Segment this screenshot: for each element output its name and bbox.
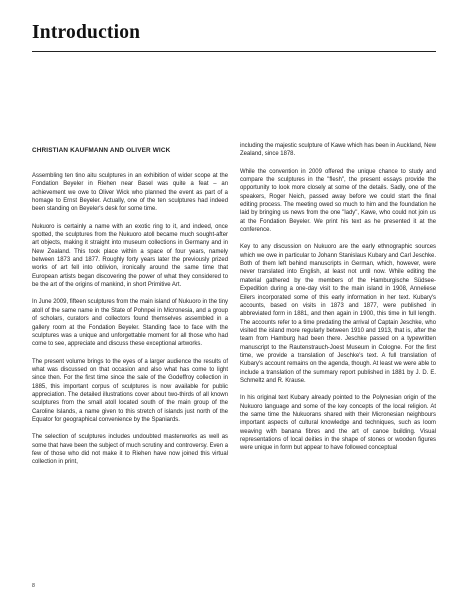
- left-column: [32, 172, 228, 476]
- authors-byline: CHRISTIAN KAUFMANN AND OLIVER WICK: [32, 147, 171, 154]
- page-number: 8: [32, 583, 35, 589]
- paragraph: The present volume brings to the eyes of a larger audience the results of what was discussed on that occasion and also what has come to light since then. For the first time since the sale of the Godeffroy collection in 1885, this important corpus of sculptures is now available for public appreciation. The detailed illustrations cover about two-thirds of all known sculptures from the small atoll located south of the main group of the Caroline Islands, a name given to this stretch of islands just north of the Equator for geographical convenience by the Spaniards.: [32, 358, 228, 423]
- paragraph: In his original text Kubary already pointed to the Polynesian origin of the Nukuoro language and some of the key concepts of the local religion. At the same time the Nukuorans shared with their Micronesian neighbours important aspects of cultural knowledge and techniques, such as loom weaving with banana fibres and the art of canoe building. Visual representations of local deities in the shape of stones or wooden figures were unique in form but appear to have followed conceptual: [240, 395, 436, 452]
- paragraph: The selection of sculptures includes undoubted masterworks as well as some that have been the subject of much scrutiny and controversy. Even a few of those who did not make it to Riehen have now joined this virtual collection in print,: [32, 434, 228, 466]
- paragraph: Nukuoro is certainly a name with an exotic ring to it, and indeed, once spotted, the sculptures from the Nukuoro atoll became much sought-after art objects, making it straight into museum collections in Germany and in New Zealand. This took place within a space of four years, namely between 1873 and 1877. Roughly forty years later the previously prized works of art fell into oblivion, ironically around the same time that European artists began discovering the power of what they considered to be the art of the origins of mankind, in short Primitive Art.: [32, 223, 228, 289]
- paragraph: including the majestic sculpture of Kawe which has been in Auckland, New Zealand, since 1878.: [240, 143, 436, 158]
- paragraph: Assembling ten tino aitu sculptures in an exhibition of wider scope at the Fondation Beyeler in Riehen near Basel was quite a feat – an achievement we owe to Oliver Wick who planned the event as part of a homage to Ernst Beyeler. Actually, one of the ten sculptures had indeed been standing on Beyeler's desk for some time.: [32, 173, 228, 213]
- paragraph: While the convention in 2009 offered the unique chance to study and compare the sculptures in the "flesh", the present essays provide the opportunity to look more closely at some of the details. Sadly, one of the speakers, Roger Neich, passed away before we could start the final editing process. The meeting owed so much to him and the foundation he laid by bringing us news from the one "lady", Kawe, who could not join us at the Fondation Beyeler. We print his text as he presented it at the conference.: [240, 168, 436, 234]
- chapter-heading: Introduction: [32, 22, 141, 43]
- right-column: [240, 142, 436, 462]
- paragraph: Key to any discussion on Nukuoro are the early ethnographic sources which we owe in particular to Johann Stanislaus Kubary and Carl Jeschke. Both of them left behind manuscripts in German, which, however, were never translated into English, at least not until now. While editing the material gathered by the members of the Hamburgische Südsee-Expedition during a one-day visit to the main island in 1908, Anneliese Eilers incorporated some of this early information in her text. Kubary's accounts, based on visits in 1873 and 1877, were published in abbreviated form in 1881, and then again in 1900, this time in full length. The accounts refer to a time predating the arrival of Captain Jeschke, who visited the island more regularly between 1910 and 1913, that is, after the team from Hamburg had been there. Jeschke passed on a typewritten manuscript to the Rautenstrauch-Joest Museum in Cologne. For the first time, we provide a translation of Jeschke's text. A full translation of Kubary's account remains on the agenda, though. At least we were able to include a translation of the summary report published in 1881 by J. D. E. Schmeltz and R. Krause.: [240, 244, 436, 384]
- heading-rule: [32, 51, 436, 52]
- paragraph: In June 2009, fifteen sculptures from the main island of Nukuoro in the tiny atoll of the same name in the State of Pohnpei in Micronesia, and a group of scholars, curators and collectors found themselves assembled in a gallery room at the Fondation Beyeler. Standing face to face with the sculptures was a unique and unforgettable moment for all those who had come to see, appreciate and discuss these exceptional artworks.: [32, 299, 228, 348]
